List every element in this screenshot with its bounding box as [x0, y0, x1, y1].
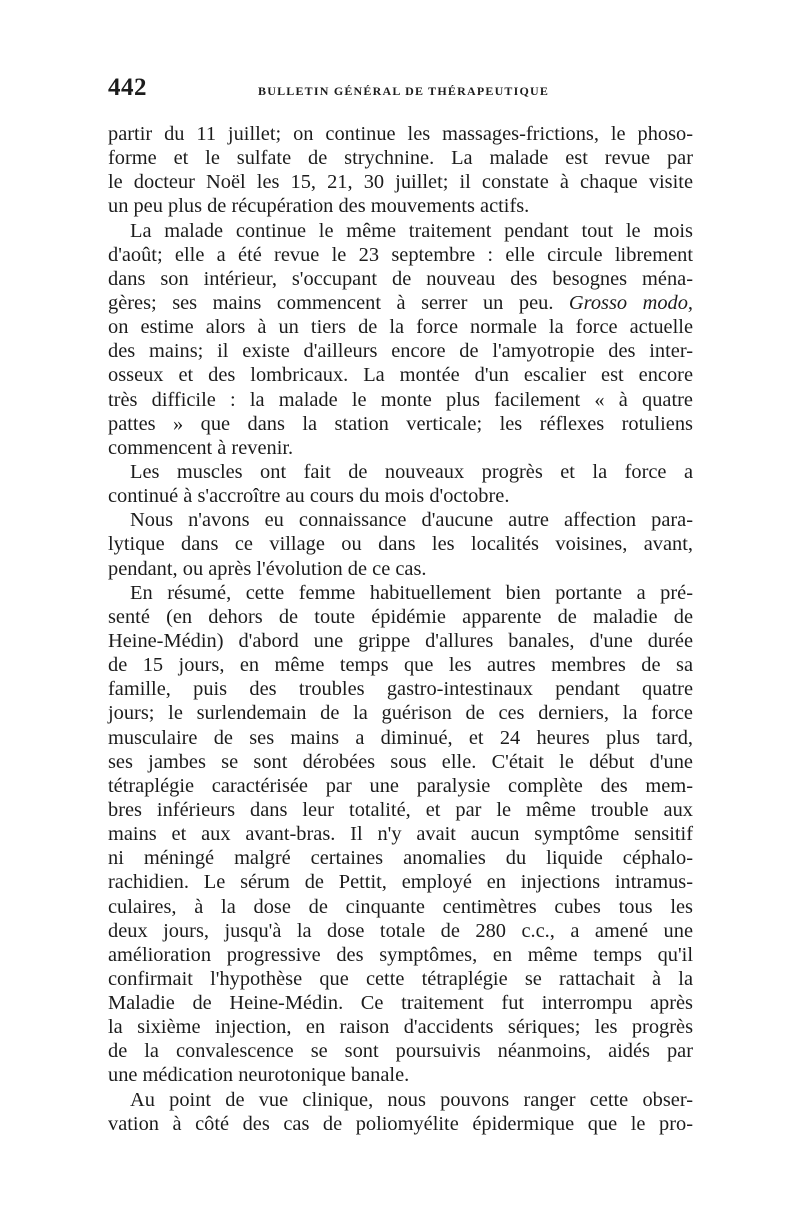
text-line: un peu plus de récupération des mouvements actifs. [108, 195, 530, 218]
text-line: Au point de vue clinique, nous pouvons ranger cette obser- [130, 1088, 693, 1111]
text-line: forme et le sulfate de strychnine. La malade est revue par [108, 147, 693, 170]
text-line: la sixième injection, en raison d'accidents sériques; les progrès [108, 1016, 693, 1039]
text-line: une médication neurotonique banale. [108, 1064, 410, 1087]
text-line: Maladie de Heine-Médin. Ce traitement fut interrompu après [108, 992, 693, 1015]
text-line: des mains; il existe d'ailleurs encore de l'amyotropie des inter- [108, 340, 693, 363]
text-line: pendant, ou après l'évolution de ce cas. [108, 557, 427, 580]
text-line: ni méningé malgré certaines anomalies du liquide céphalo- [108, 847, 693, 870]
text-line: très difficile : la malade le monte plus facilement « à quatre [108, 388, 693, 411]
text-line: rachidien. Le sérum de Pettit, employé en injections intramus- [108, 871, 693, 894]
text-line: commencent à revenir. [108, 436, 294, 459]
text-line: lytique dans ce village ou dans les localités voisines, avant, [108, 533, 693, 556]
text-line: le docteur Noël les 15, 21, 30 juillet; il constate à chaque visite [108, 171, 693, 194]
text-line: En résumé, cette femme habituellement bien portante a pré- [130, 581, 693, 604]
text-line: partir du 11 juillet; on continue les massages-frictions, le phoso- [108, 123, 693, 145]
text-line: continué à s'accroître au cours du mois d'octobre. [108, 485, 510, 508]
italic-phrase: Grosso modo, [568, 291, 694, 314]
text-line: famille, puis des troubles gastro-intestinaux pendant quatre [108, 678, 693, 701]
text-line: de la convalescence se sont poursuivis néanmoins, aidés par [108, 1040, 693, 1063]
text-line: culaires, à la dose de cinquante centimètres cubes tous les [108, 895, 693, 918]
text-line: dans son intérieur, s'occupant de nouveau des besognes ména- [108, 267, 693, 290]
text-line: tétraplégie caractérisée par une paralysie complète des mem- [108, 774, 693, 797]
text-line [108, 291, 693, 315]
text-line: osseux et des lombricaux. La montée d'un escalier est encore [108, 364, 693, 387]
text-line: Les muscles ont fait de nouveaux progrès et la force a [130, 460, 693, 483]
text-line: Nous n'avons eu connaissance d'aucune autre affection para- [130, 509, 693, 532]
text-line: vation à côté des cas de poliomyélite épidermique que le pro- [108, 1112, 693, 1135]
text-line: senté (en dehors de toute épidémie apparente de maladie de [108, 605, 693, 628]
text-line: amélioration progressive des symptômes, en même temps qu'il [108, 943, 693, 966]
text-line: musculaire de ses mains a diminué, et 24 heures plus tard, [108, 726, 693, 749]
page-number: 442 [108, 74, 147, 101]
page-header [108, 74, 693, 108]
text-line: pattes » que dans la station verticale; les réflexes rotuliens [108, 412, 693, 435]
text-line: jours; le surlendemain de la guérison de ces derniers, la force [108, 702, 693, 725]
text-line: Heine-Médin) d'abord une grippe d'allures banales, d'une durée [108, 629, 693, 652]
text-line: ses jambes se sont dérobées sous elle. C'était le début d'une [108, 750, 693, 773]
text-line: de 15 jours, en même temps que les autres membres de sa [108, 654, 693, 677]
text-line: on estime alors à un tiers de la force normale la force actuelle [108, 316, 693, 339]
text-line: d'août; elle a été revue le 23 septembre : elle circule librement [108, 243, 693, 266]
text-line: La malade continue le même traitement pendant tout le mois [130, 219, 693, 242]
body-text [108, 122, 693, 1136]
text-run: gères; ses mains commencent à serrer un peu. [108, 291, 569, 314]
running-head: BULLETIN GÉNÉRAL DE THÉRAPEUTIQUE [258, 84, 550, 98]
text-line: bres inférieurs dans leur totalité, et par le même trouble aux [108, 798, 693, 821]
text-line: deux jours, jusqu'à la dose totale de 280 c.c., a amené une [108, 919, 693, 942]
text-line: mains et aux avant-bras. Il n'y avait aucun symptôme sensitif [108, 823, 693, 846]
text-line: confirmait l'hypothèse que cette tétraplégie se rattachait à la [108, 967, 693, 990]
